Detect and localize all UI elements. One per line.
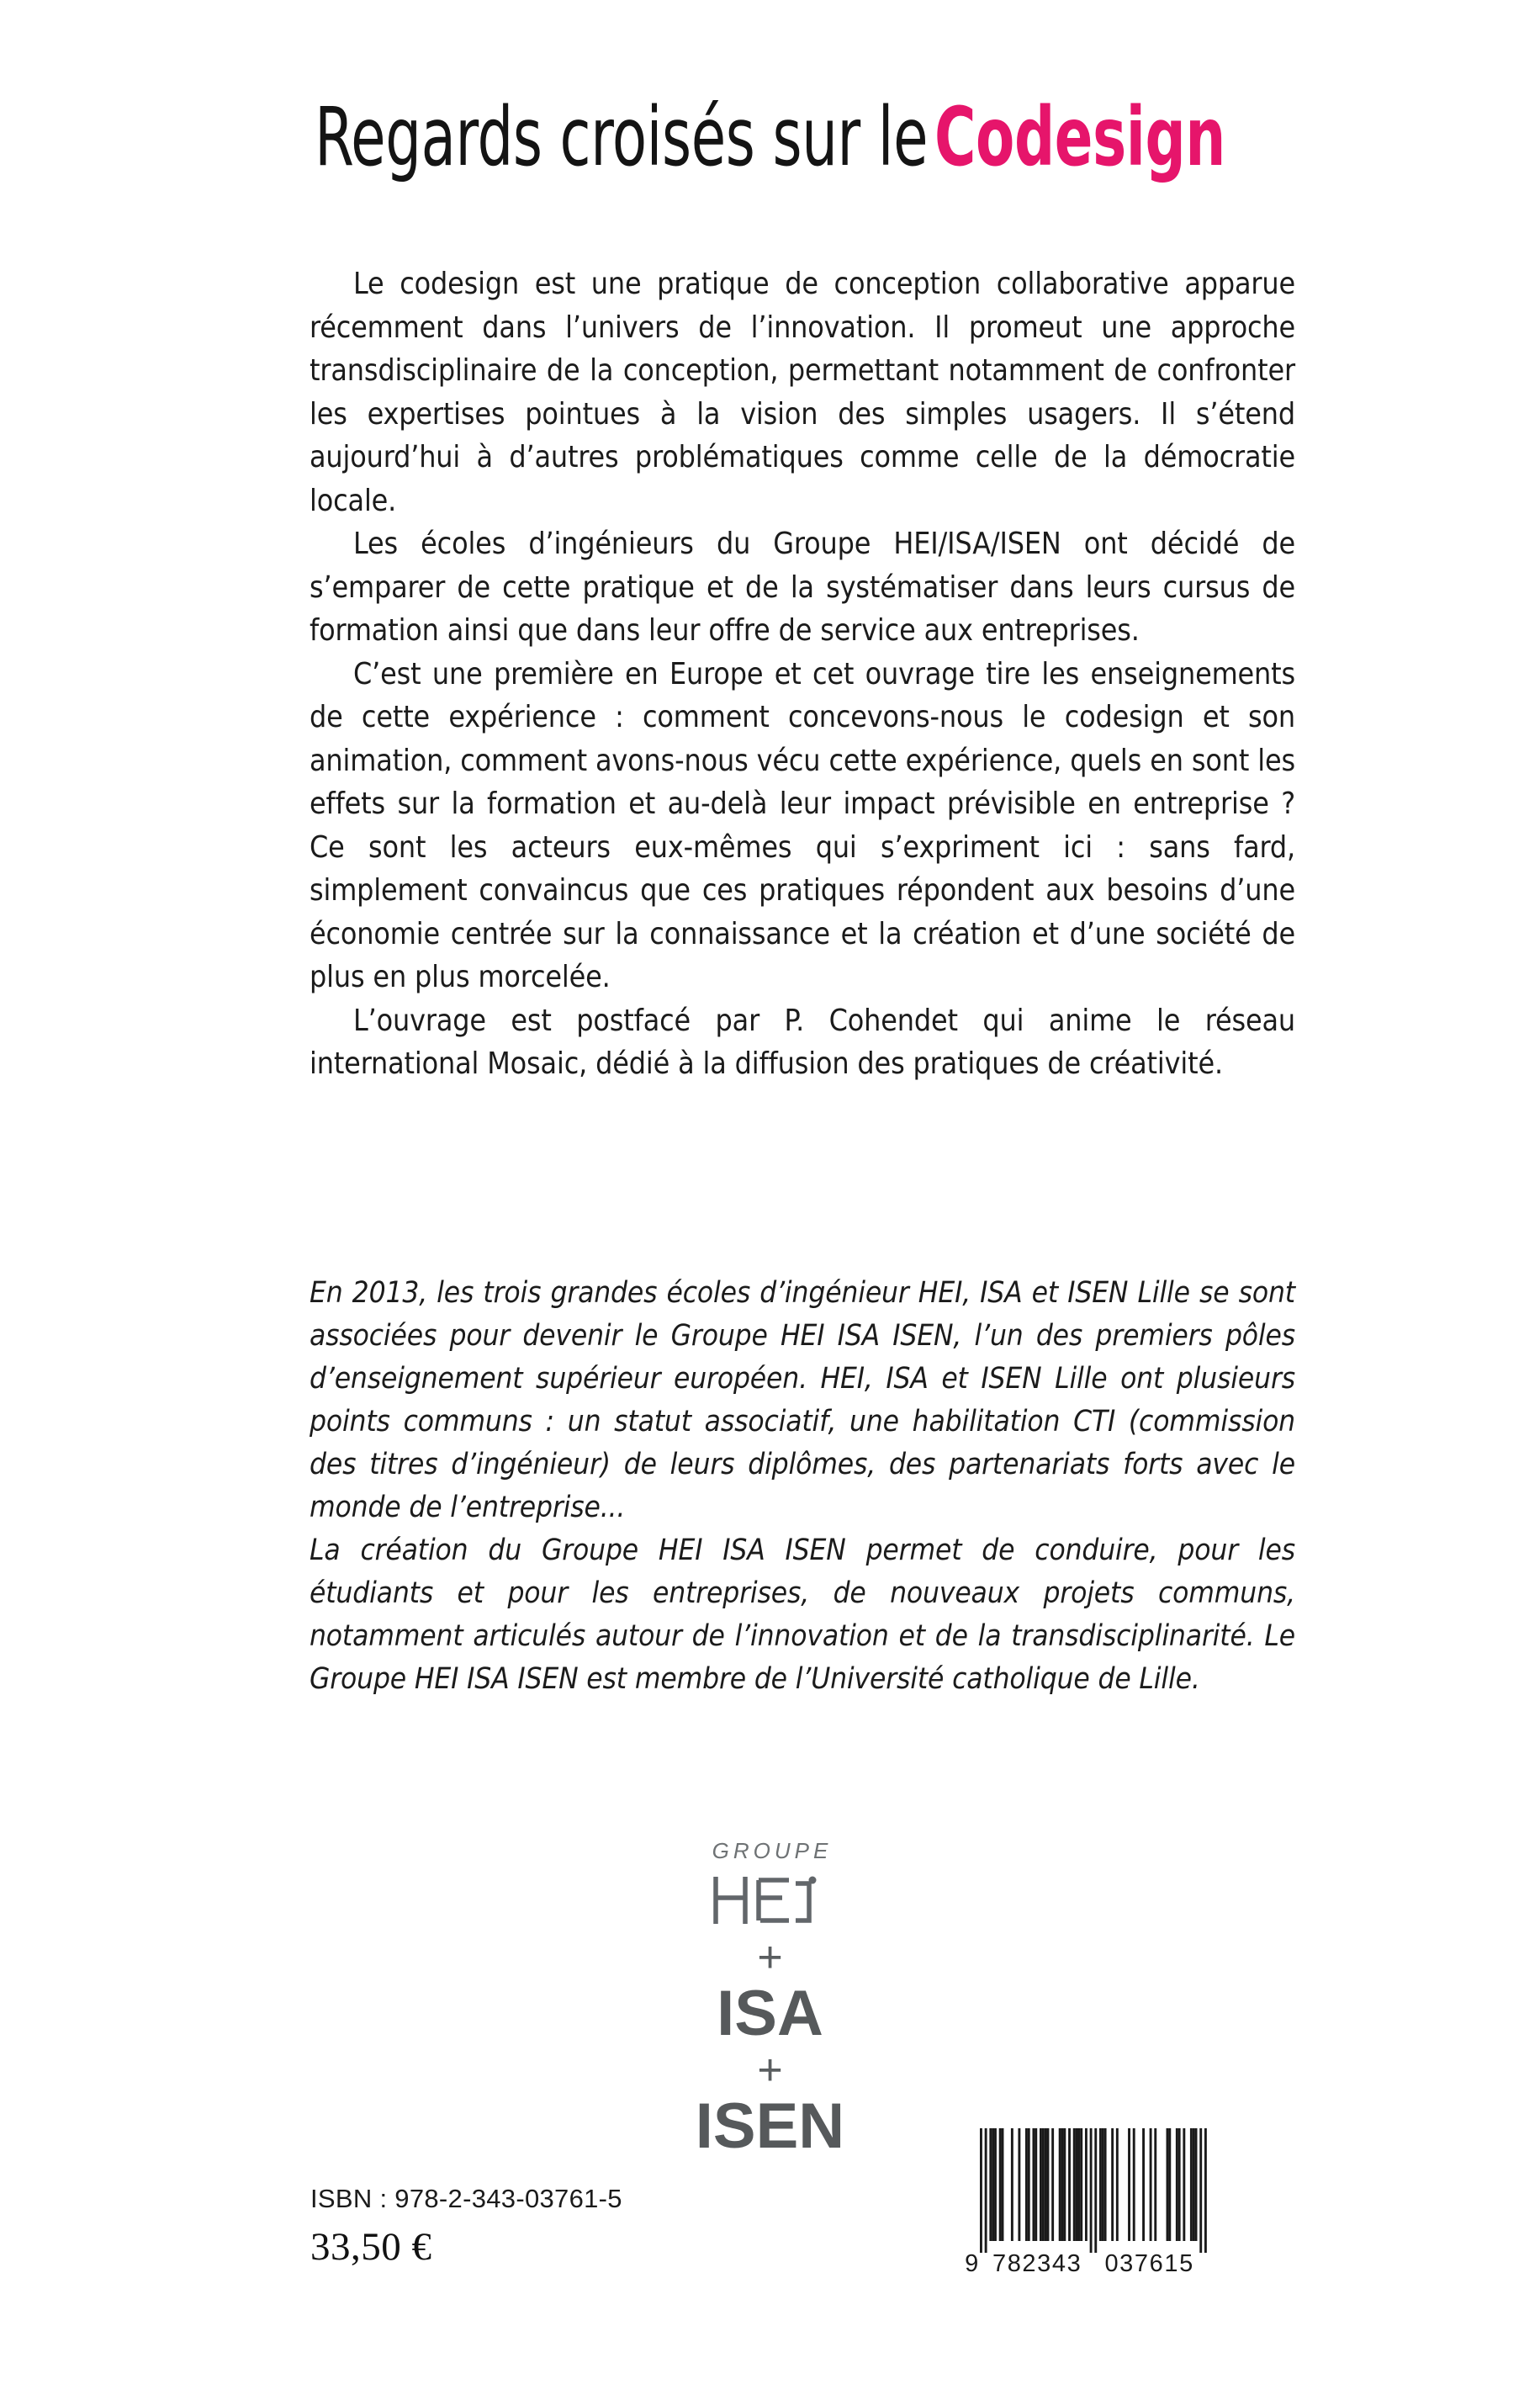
group-presentation [310,1272,1295,1701]
page-title [169,91,1370,183]
ean13-barcode [965,2123,1301,2291]
publisher-logo [0,1837,1540,2160]
logo-isa-label: ISA [717,1978,823,2049]
description-paragraph: Le codesign est une pratique de conception collaborative apparue récemment dans l’univers de l’innovation. Il promeut une approche transdisciplinaire de la conception, permettant notamment de confronter les expertises pointues à la vision des simples usagers. Il s’étend aujourd’hui à d’autres problématiques comme celle de la démocratie locale. [310,267,1295,518]
description-paragraph: C’est une première en Europe et cet ouvrage tire les enseignements de cette expérience : comment concevons-nous le codesign et son animation, comment avons-nous vécu cette expérience, quels en sont les effets sur la formation et au-delà leur impact prévisible en entreprise ? Ce sont les acteurs eux-mêmes qui s’expriment ici : sans fard, simplement convaincus que ces pratiques répondent aux besoins d’une économie centrée sur la connaissance et la création et d’une société de plus en plus morcelée. [310,656,1295,994]
svg-text:782343: 782343 [992,2250,1082,2277]
book-description [310,262,1295,1086]
hei-logo-icon [712,1872,829,1932]
description-paragraph: L’ouvrage est postfacé par P. Cohendet qui anime le réseau international Mosaic, dédié à la diffusion des pratiques de créativité. [310,1003,1295,1081]
price-text: 33,50 € [310,2225,432,2269]
barcode-graphic [965,2123,1301,2291]
logo-plus-separator: + [757,1933,783,1982]
svg-text:037615: 037615 [1104,2250,1194,2277]
hei-logo-dot [808,1876,816,1883]
svg-text:9: 9 [965,2250,980,2277]
logo-plus-separator: + [757,2046,783,2095]
group-presentation-paragraph: La création du Groupe HEI ISA ISEN permet de conduire, pour les étudiants et pour les entreprises, de nouveaux projets communs, notamment articulés autour de l’innovation et de la transdisciplinarité. Le Groupe HEI ISA ISEN est membre de l’Université catholique de Lille. [310,1534,1295,1696]
isbn-text: ISBN : 978-2-343-03761-5 [310,2184,622,2213]
logo-groupe-label: GROUPE [712,1838,833,1863]
title-main-text: Regards croisés sur le [315,90,929,184]
group-presentation-paragraph: En 2013, les trois grandes écoles d’ingénieur HEI, ISA et ISEN Lille se sont associées pour devenir le Groupe HEI ISA ISEN, l’un des premiers pôles d’enseignement supérieur européen. HEI, ISA et ISEN Lille ont plusieurs points communs : un statut associatif, une habilitation CTI (commission des titres d’ingénieur) de leurs diplômes, des partenariats forts avec le monde de l’entreprise... [310,1276,1295,1524]
title-accent-text: Codesign [934,90,1225,184]
logo-isen-label: ISEN [695,2090,845,2162]
description-paragraph: Les écoles d’ingénieurs du Groupe HEI/ISA/ISEN ont décidé de s’emparer de cette pratique et de la systématiser dans leurs cursus de formation ainsi que dans leur offre de service aux entreprises. [310,527,1295,648]
logo-hei-wordmark [0,1869,1540,1935]
